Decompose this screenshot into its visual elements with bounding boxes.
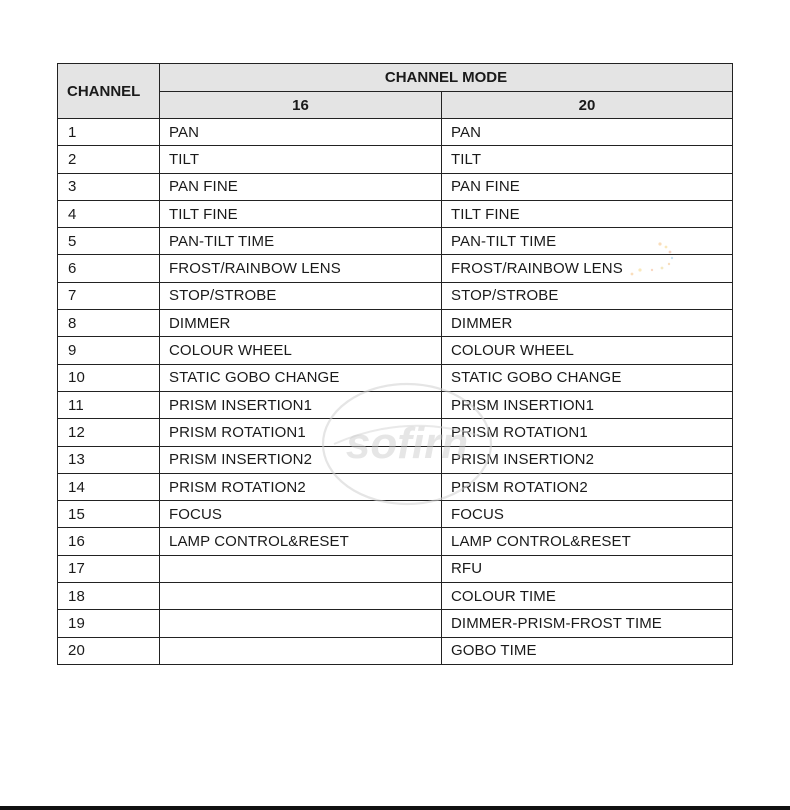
channel-number: 2 [58, 146, 160, 173]
mode-20-function: STOP/STROBE [442, 282, 733, 309]
table-row [58, 146, 733, 173]
table-row [58, 228, 733, 255]
mode-16-function: PRISM INSERTION2 [160, 446, 442, 473]
table-row [58, 555, 733, 582]
table-row [58, 200, 733, 227]
mode-16-function: PRISM ROTATION2 [160, 473, 442, 500]
channel-number: 9 [58, 337, 160, 364]
table-row [58, 364, 733, 391]
mode-16-function [160, 637, 442, 664]
mode-16-function: FOCUS [160, 501, 442, 528]
table-row [58, 255, 733, 282]
mode-16-function: DIMMER [160, 310, 442, 337]
channel-number: 1 [58, 119, 160, 146]
mode-20-header: 20 [442, 92, 733, 119]
mode-20-function: FOCUS [442, 501, 733, 528]
mode-20-function: PAN-TILT TIME [442, 228, 733, 255]
mode-20-function: LAMP CONTROL&RESET [442, 528, 733, 555]
mode-20-function: RFU [442, 555, 733, 582]
channel-number: 6 [58, 255, 160, 282]
table-row [58, 391, 733, 418]
channel-number: 7 [58, 282, 160, 309]
mode-16-header: 16 [160, 92, 442, 119]
mode-16-function: PAN [160, 119, 442, 146]
mode-20-function: PAN FINE [442, 173, 733, 200]
mode-16-function [160, 555, 442, 582]
mode-20-function: GOBO TIME [442, 637, 733, 664]
channel-number: 12 [58, 419, 160, 446]
mode-16-function: STATIC GOBO CHANGE [160, 364, 442, 391]
table-row [58, 419, 733, 446]
channel-number: 11 [58, 391, 160, 418]
mode-20-function: PRISM ROTATION1 [442, 419, 733, 446]
table-row [58, 282, 733, 309]
mode-16-function: COLOUR WHEEL [160, 337, 442, 364]
table-row [58, 473, 733, 500]
table-row [58, 583, 733, 610]
mode-20-function: PRISM INSERTION2 [442, 446, 733, 473]
mode-16-function: TILT FINE [160, 200, 442, 227]
mode-16-function: PAN-TILT TIME [160, 228, 442, 255]
channel-number: 19 [58, 610, 160, 637]
mode-20-function: COLOUR WHEEL [442, 337, 733, 364]
mode-20-function: PAN [442, 119, 733, 146]
channel-number: 13 [58, 446, 160, 473]
channel-number: 8 [58, 310, 160, 337]
table-row [58, 501, 733, 528]
mode-20-function: PRISM INSERTION1 [442, 391, 733, 418]
mode-16-function: PRISM ROTATION1 [160, 419, 442, 446]
mode-20-function: PRISM ROTATION2 [442, 473, 733, 500]
table-row [58, 173, 733, 200]
watermark-text: sofirn [345, 419, 469, 468]
bottom-divider [0, 806, 790, 810]
table-row [58, 637, 733, 664]
table-row [58, 337, 733, 364]
mode-20-function: TILT FINE [442, 200, 733, 227]
mode-20-function: DIMMER [442, 310, 733, 337]
channel-number: 4 [58, 200, 160, 227]
channel-number: 18 [58, 583, 160, 610]
mode-20-function: FROST/RAINBOW LENS [442, 255, 733, 282]
channel-number: 3 [58, 173, 160, 200]
table-row [58, 610, 733, 637]
channel-mode-table [57, 63, 733, 665]
channel-number: 14 [58, 473, 160, 500]
table-row [58, 119, 733, 146]
channel-number: 20 [58, 637, 160, 664]
mode-20-function: DIMMER-PRISM-FROST TIME [442, 610, 733, 637]
mode-16-function [160, 583, 442, 610]
channel-number: 5 [58, 228, 160, 255]
mode-16-function: FROST/RAINBOW LENS [160, 255, 442, 282]
table-row [58, 528, 733, 555]
mode-16-function: PRISM INSERTION1 [160, 391, 442, 418]
table-header-row [58, 64, 733, 92]
mode-20-function: COLOUR TIME [442, 583, 733, 610]
channel-number: 17 [58, 555, 160, 582]
channel-number: 16 [58, 528, 160, 555]
table-row [58, 310, 733, 337]
mode-subheader-row [58, 92, 733, 119]
channel-number: 10 [58, 364, 160, 391]
mode-16-function: PAN FINE [160, 173, 442, 200]
channel-column-header: CHANNEL [58, 64, 160, 119]
channel-table-container [57, 63, 732, 665]
mode-16-function: STOP/STROBE [160, 282, 442, 309]
mode-16-function: TILT [160, 146, 442, 173]
mode-20-function: STATIC GOBO CHANGE [442, 364, 733, 391]
mode-16-function [160, 610, 442, 637]
channel-number: 15 [58, 501, 160, 528]
channel-mode-header: CHANNEL MODE [160, 64, 733, 92]
mode-16-function: LAMP CONTROL&RESET [160, 528, 442, 555]
table-row [58, 446, 733, 473]
mode-20-function: TILT [442, 146, 733, 173]
